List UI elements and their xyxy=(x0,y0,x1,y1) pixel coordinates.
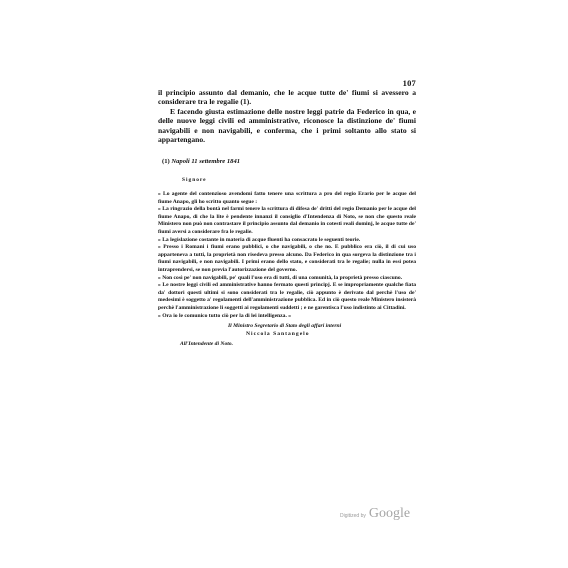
main-paragraph-2: E facendo giusta estimazione delle nostre leggi patrie da Federico in qua, e delle nuove leggi civili ed amministrative, riconosce la distinzione de' fiumi navigabili e non navigabili, e conferma, che i primi soltanto allo stato si appartengano. xyxy=(158,106,416,145)
book-page xyxy=(158,78,416,498)
footnote-place-date: Napoli 11 settembre 1841 xyxy=(171,158,241,165)
main-paragraph-1: il principio assunto dal demanio, che le acque tutte de' fiumi si avessero a considerare tra le regalie (1). xyxy=(158,88,416,107)
letter-paragraph: » Le nostre leggi civili ed amministrative hanno fermato questi principj. E se impropriamente qualche fiata da' dottori questi ultimi si sono considerati tra le regalie, ciò appunto è derivato dal perchè l'uso de' medesimi è soggetto a' regolamenti dell'amministrazione pubblica. Ed in ciò questo reale Ministero insisterà perchè l'amministrazione li soggetti ai regolamenti suddetti ; e ne garentisca l'uso indistinto ai Cittadini. xyxy=(158,282,416,311)
letter-addressee: All'Intendente di Noto. xyxy=(180,341,233,348)
page-number: 107 xyxy=(402,78,416,88)
letter-salutation: Signore xyxy=(182,177,207,183)
signature-title: Il Ministro Segretario di Stato degli affari interni xyxy=(228,323,342,330)
watermark-small-text: Digitized by xyxy=(340,513,366,519)
footnote xyxy=(158,158,416,347)
letter-paragraph: » La ringrazio della bontà nel farmi tenere la scrittura di difesa de' dritti del regio Demanio per le acque del fiume Anapo, di che la lite è pendente innanzi il consiglio d'Intendenza di Noto, se non che questo reale Ministero non può non contrastare il principio assunto dal demanio in cotesti reali dominj, le acque tutte de' fiumi aversi a considerare fra le regalie. xyxy=(158,206,416,235)
google-logo: Google xyxy=(368,506,411,521)
letter-paragraph: » Lo agente del contenzioso avendomi fatto tenere una scrittura a pro del regio Erario per le acque del fiume Anapo, gli ho scritto quanto segue : xyxy=(158,191,416,205)
footnote-heading xyxy=(162,158,416,165)
letter-body xyxy=(158,191,416,320)
letter-paragraph: » La legislazione costante in materia di acque fluenti ha consacrato le seguenti teorie. xyxy=(158,236,361,243)
signature-name: Niccola Santangelo xyxy=(246,331,310,338)
letter-paragraph: » Non così pe' non navigabili, pe' quali l'uso era di tutti, di una comunità, la proprietà presso ciascuno. xyxy=(158,274,403,281)
main-text xyxy=(158,88,416,144)
letter-paragraph: » Presso i Romani i fiumi erano pubblici, o che navigabili, o che no. E pubblico era ciò, il di cui uso apparteneva a tutti, la proprietà non risedeva presso alcuno. Da Federico in qua sorgeva la distinzione tra i fiumi navigabili, e non navigabili. I primi erano dello stato, e considerati tra le regalie; nulla in essi potea intraprendersi, se non previa l'autorizzazione del governo. xyxy=(158,244,416,273)
letter-paragraph: » Ora io le comunico tutto ciò per la di lei intelligenza. » xyxy=(158,312,292,319)
digitized-by-google-watermark xyxy=(340,506,410,522)
footnote-marker: (1) xyxy=(162,158,170,165)
